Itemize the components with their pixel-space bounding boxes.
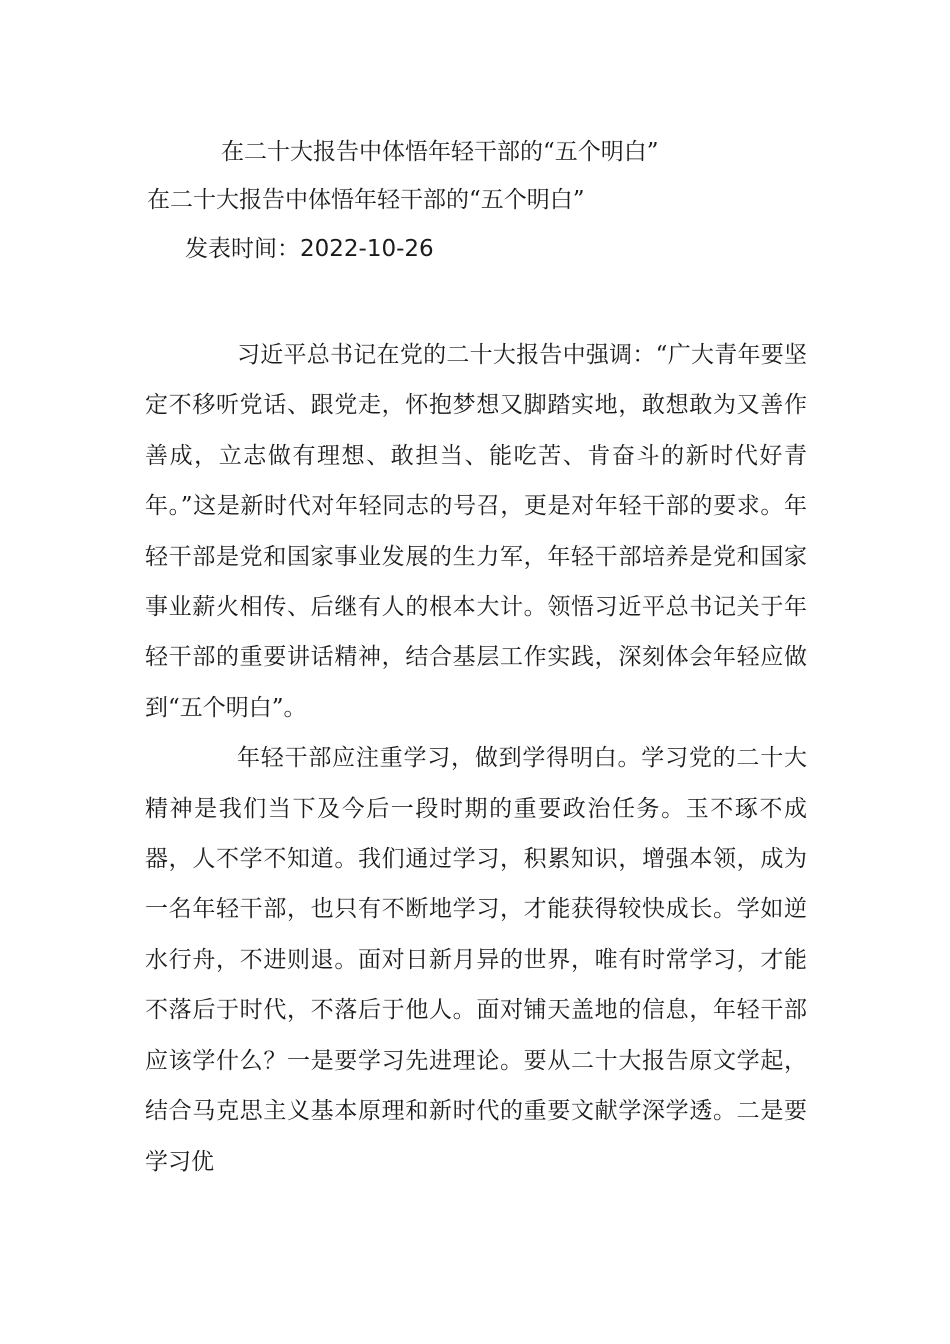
document-subtitle: 在二十大报告中体悟年轻干部的“五个明白” bbox=[147, 187, 585, 213]
paragraph: 年轻干部应注重学习，做到学得明白。学习党的二十大精神是我们当下及今后一段时期的重要政治任务。玉不琢不成器，人不学不知道。我们通过学习，积累知识，增强本领，成为一名年轻干部，也只有不断地学习，才能获得较快成长。学如逆水行舟，不进则退。面对日新月异的世界，唯有时常学习，才能不落后于时代，不落后于他人。面对铺天盖地的信息，年轻干部应该学什么？一是要学习先进理论。要从二十大报告原文学起，结合马克思主义基本原理和新时代的重要文献学深学透。二是要学习优 bbox=[145, 745, 807, 1175]
publish-date bbox=[185, 232, 434, 266]
publish-date-value: 2022-10-26 bbox=[300, 236, 434, 262]
article-body bbox=[145, 330, 807, 1187]
publish-date-label: 发表时间： bbox=[185, 236, 300, 262]
paragraph: 习近平总书记在党的二十大报告中强调：“广大青年要坚定不移听党话、跟党走，怀抱梦想又脚踏实地，敢想敢为又善作善成，立志做有理想、敢担当、能吃苦、肯奋斗的新时代好青年。”这是新时代对年轻同志的号召，更是对年轻干部的要求。年轻干部是党和国家事业发展的生力军，年轻干部培养是党和国家事业薪火相传、后继有人的根本大计。领悟习近平总书记关于年轻干部的重要讲话精神，结合基层工作实践，深刻体会年轻应做到“五个明白”。 bbox=[145, 342, 807, 721]
document-title: 在二十大报告中体悟年轻干部的“五个明白” bbox=[221, 139, 659, 165]
